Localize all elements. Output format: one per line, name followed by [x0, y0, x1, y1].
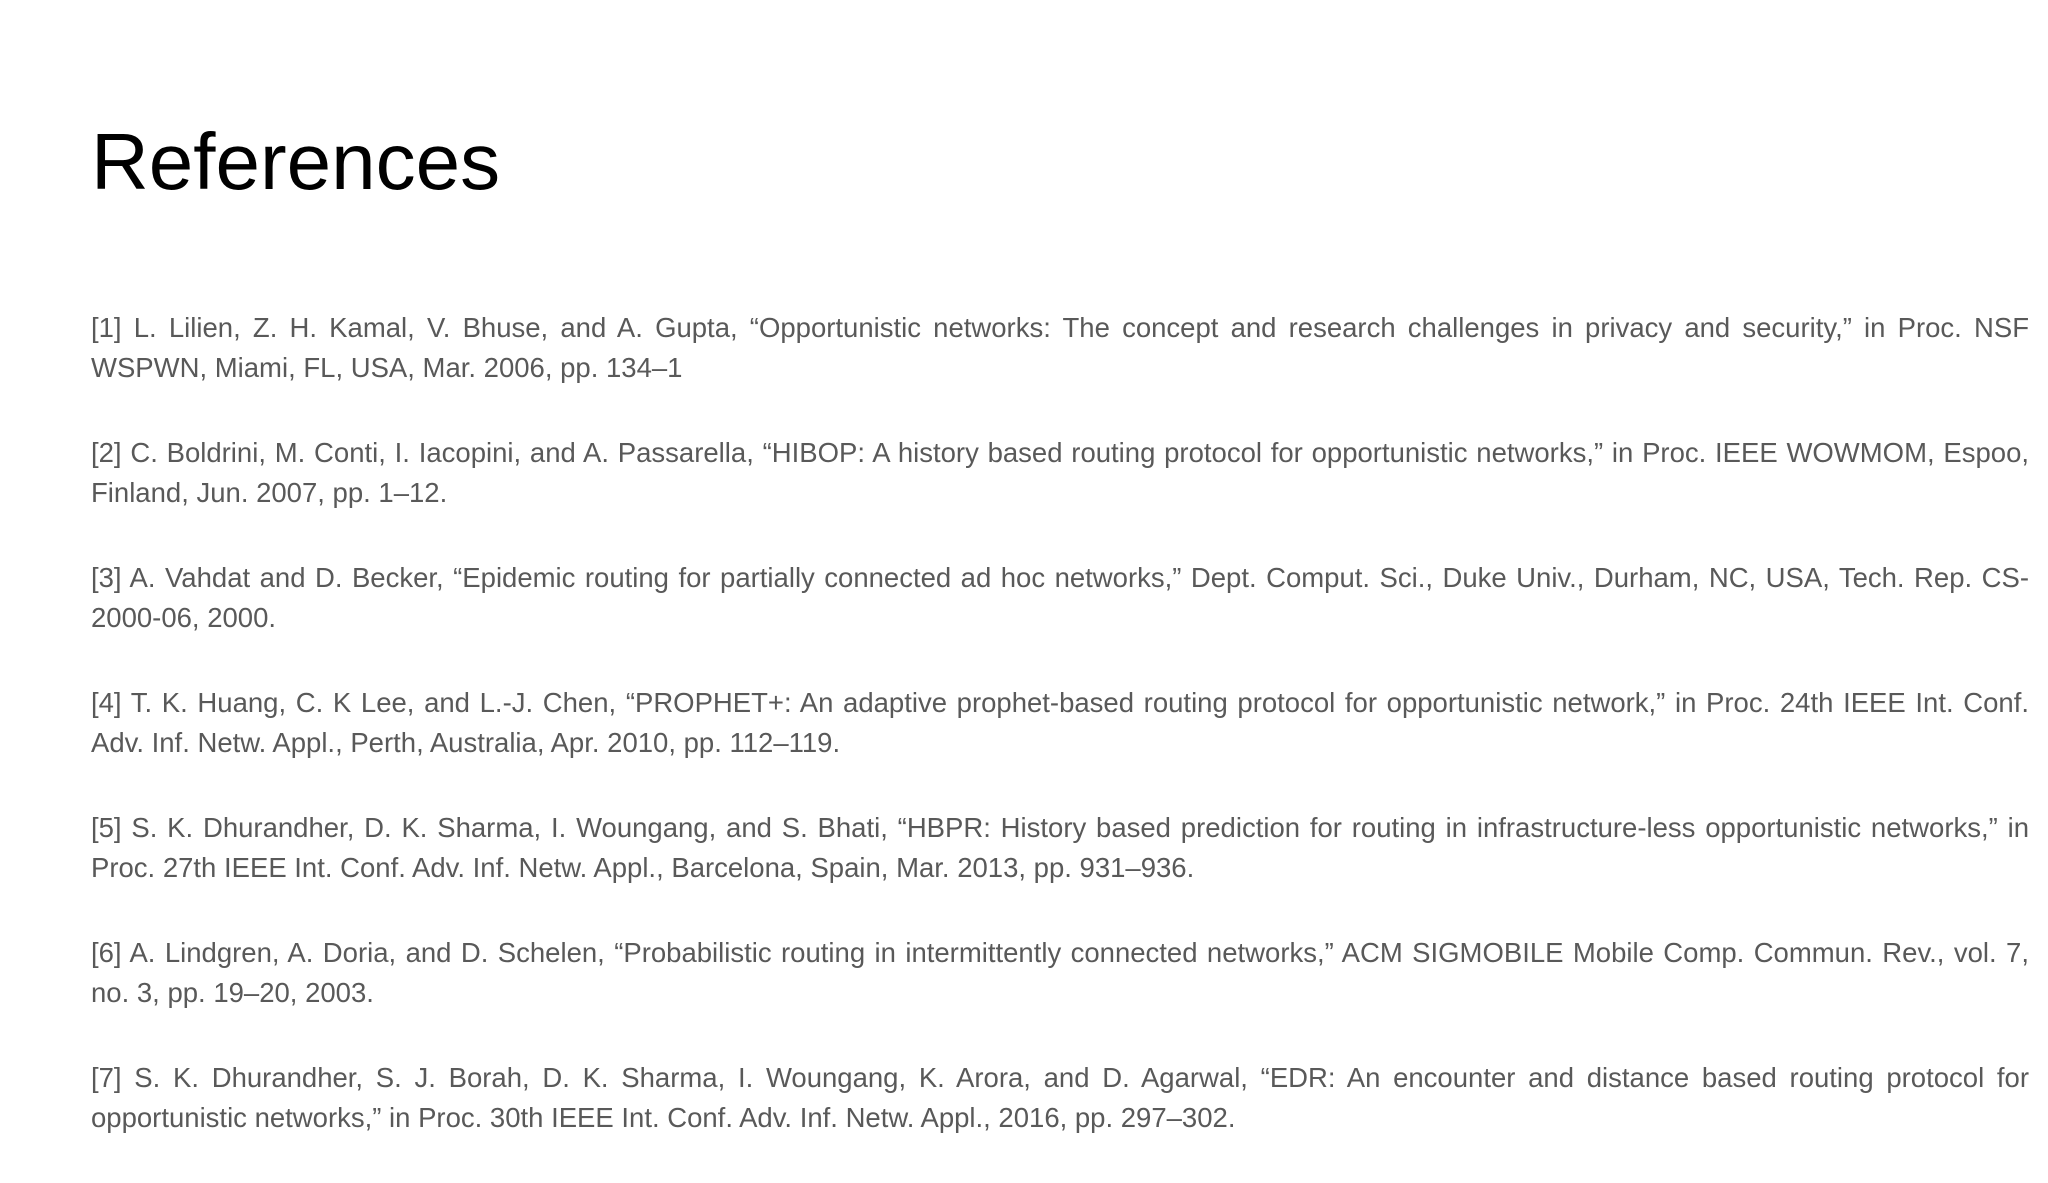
slide-title: References [91, 117, 501, 206]
reference-item-7: [7] S. K. Dhurandher, S. J. Borah, D. K. Sharma, I. Woungang, K. Arora, and D. Agarwal, “EDR: An encounter and distance based routing protocol for opportunistic networks,” in Proc. 30th IEEE Int. Conf. Adv. Inf. Netw. Appl., 2016, pp. 297–302. [91, 1062, 2029, 1133]
reference-item-4: [4] T. K. Huang, C. K Lee, and L.-J. Chen, “PROPHET+: An adaptive prophet-based routing protocol for opportunistic network,” in Proc. 24th IEEE Int. Conf. Adv. Inf. Netw. Appl., Perth, Australia, Apr. 2010, pp. 112–119. [91, 687, 2029, 758]
reference-item-2: [2] C. Boldrini, M. Conti, I. Iacopini, and A. Passarella, “HIBOP: A history based routing protocol for opportunistic networks,” in Proc. IEEE WOWMOM, Espoo, Finland, Jun. 2007, pp. 1–12. [91, 437, 2029, 508]
reference-list [91, 308, 2029, 1183]
reference-item-1: [1] L. Lilien, Z. H. Kamal, V. Bhuse, and A. Gupta, “Opportunistic networks: The concept and research challenges in privacy and security,” in Proc. NSF WSPWN, Miami, FL, USA, Mar. 2006, pp. 134–1 [91, 312, 2029, 383]
reference-item-5: [5] S. K. Dhurandher, D. K. Sharma, I. Woungang, and S. Bhati, “HBPR: History based prediction for routing in infrastructure-less opportunistic networks,” in Proc. 27th IEEE Int. Conf. Adv. Inf. Netw. Appl., Barcelona, Spain, Mar. 2013, pp. 931–936. [91, 812, 2029, 883]
reference-item-3: [3] A. Vahdat and D. Becker, “Epidemic routing for partially connected ad hoc networks,” Dept. Comput. Sci., Duke Univ., Durham, NC, USA, Tech. Rep. CS-2000-06, 2000. [91, 562, 2029, 633]
reference-item-6: [6] A. Lindgren, A. Doria, and D. Schelen, “Probabilistic routing in intermittently connected networks,” ACM SIGMOBILE Mobile Comp. Commun. Rev., vol. 7, no. 3, pp. 19–20, 2003. [91, 937, 2029, 1008]
